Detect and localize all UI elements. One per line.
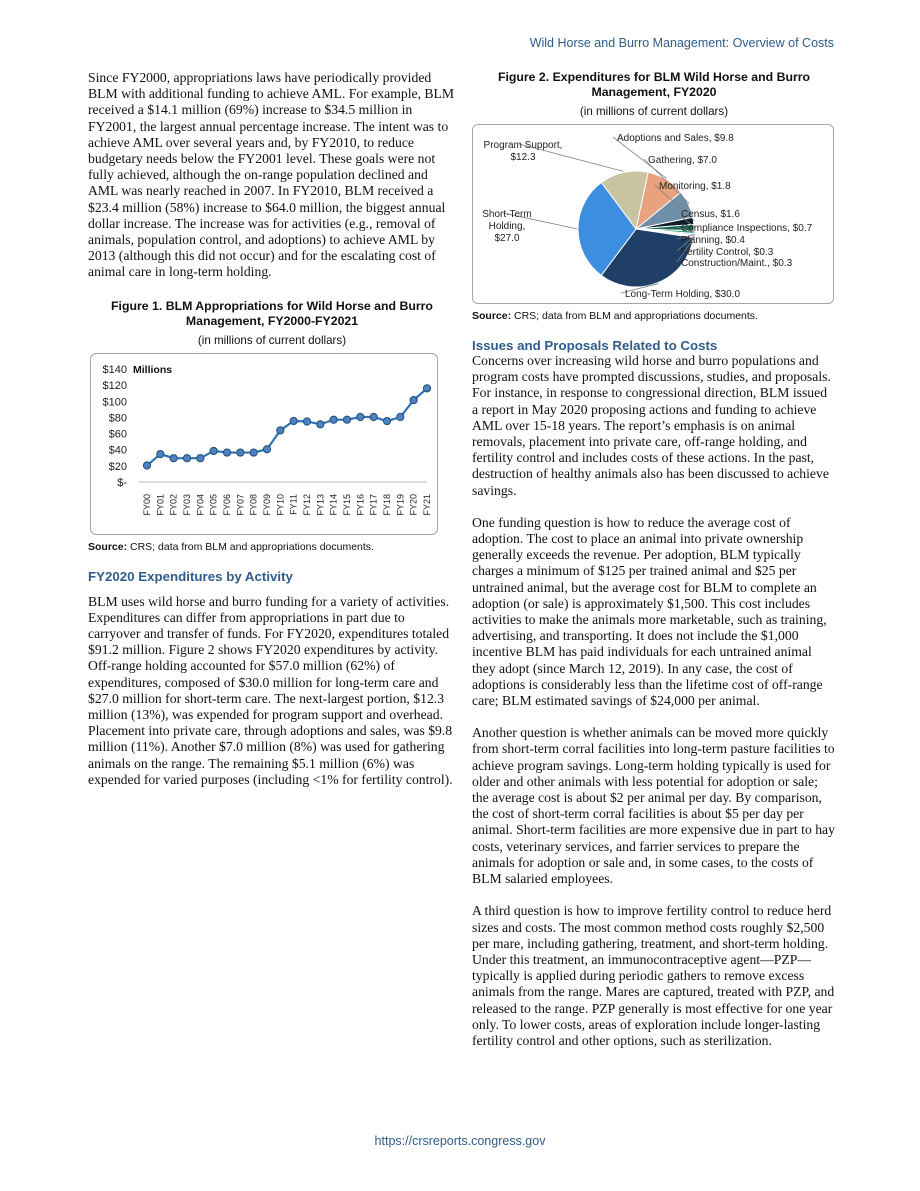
x-tick-label: FY14 <box>328 493 339 516</box>
pie-label: Compliance Inspections, $0.7 <box>681 223 813 234</box>
x-tick-label: FY16 <box>355 493 366 516</box>
data-point-fy15 <box>343 416 350 423</box>
left-column <box>88 70 456 788</box>
data-point-fy04 <box>197 454 204 461</box>
pie-label: Short-Term Holding, $27.0 <box>482 209 532 244</box>
y-tick-label: $20 <box>108 460 127 473</box>
x-tick-label: FY11 <box>288 493 299 515</box>
figure2-chart <box>472 124 834 304</box>
y-tick-label: $100 <box>102 395 127 408</box>
data-point-fy08 <box>250 449 257 456</box>
x-tick-label: FY17 <box>368 493 379 516</box>
x-tick-label: FY18 <box>382 493 392 516</box>
pie-label: Adoptions and Sales, $9.8 <box>617 133 734 144</box>
pie-label: Long-Term Holding, $30.0 <box>625 289 741 300</box>
series-line-appropriations <box>147 388 427 465</box>
section-heading-expenditures: FY2020 Expenditures by Activity <box>88 568 293 584</box>
data-point-fy18 <box>383 417 390 424</box>
data-point-fy16 <box>357 413 364 420</box>
data-point-fy17 <box>370 413 377 420</box>
figure1-source-label: Source: <box>88 540 128 553</box>
figure2-source-text: CRS; data from BLM and appropriations documents. <box>511 310 758 322</box>
pie-label: Fertility Control, $0.3 <box>681 247 774 258</box>
figure1-title: Figure 1. BLM Appropriations for Wild Horse and Burro Management, FY2000-FY2021 <box>111 298 433 328</box>
pie-chart-svg <box>473 125 833 303</box>
data-point-fy02 <box>170 454 177 461</box>
right-column <box>472 70 836 1049</box>
pie-label: Planning, $0.4 <box>681 235 745 246</box>
intro-paragraph: Since FY2000, appropriations laws have periodically provided BLM with additional funding to achieve AML. For example, BLM received a $14.1 million (69%) increase to $34.5 million in FY2001, the largest annual percentage increase. The intent was to achieve AML over several years and, by FY2010, to reduce budgetary needs below the FY2001 level. These goals were not fully achieved, although the on-range population declined and AML was nearly reached in 2007. In FY2010, BLM received a $23.4 million (58%) increase to $64.0 million, the biggest annual dollar increase. The increase was for activities (e.g., removal of animals, population control, and adoptions) to achieve AML by 2013 (although this did not occur) and for the escalating cost of animal care in long-term holding. <box>88 70 455 280</box>
x-tick-label: FY19 <box>395 493 406 516</box>
data-point-fy03 <box>183 454 190 461</box>
data-point-fy07 <box>237 449 244 456</box>
y-tick-label: $140 <box>102 363 127 376</box>
y-tick-label: $80 <box>108 412 127 425</box>
x-tick-label: FY00 <box>142 493 152 516</box>
x-tick-label: FY21 <box>422 493 432 516</box>
data-point-fy09 <box>263 445 270 452</box>
issues-paragraph-2: One funding question is how to reduce the average cost of adoption. The cost to place an animal into private ownership generally exceeds the revenue. Per adoption, BLM typically charges a minimum of $125 per trained animal and $25 per untrained animal, but the average cost for BLM to complete an adoption (or sale) is approximately $1,500. This cost includes activities to make the animals more marketable, such as training, advertising, and transporting. It does not include the $1,000 incentive BLM has paid individuals for each untrained animal they adopt (since March 12, 2019). In any case, the cost of adoptions is considerably less than the lifetime cost of off-range care; BLM estimated savings of $24,000 per animal. <box>472 514 827 709</box>
x-tick-label: FY15 <box>342 493 352 516</box>
issues-paragraph-1: Concerns over increasing wild horse and burro populations and program costs have prompted discussions, studies, and proposals. For instance, in response to congressional direction, BLM issued a report in May 2020 proposing actions and funding to achieve AML over 15-18 years. The report’s emphasis is on animal removals, placement into private care, off-range holding, and fertility control and includes costs of these actions. In the past, destruction of healthy animals also has been discussed to achieve savings. <box>472 353 831 498</box>
line-chart-svg <box>91 354 437 534</box>
figure2-title: Figure 2. Expenditures for BLM Wild Horse and Burro Management, FY2020 <box>497 70 811 99</box>
x-tick-label: FY12 <box>302 493 312 516</box>
x-tick-label: FY05 <box>208 493 219 516</box>
running-header: Wild Horse and Burro Management: Overview of Costs <box>529 36 834 50</box>
pie-label: Census, $1.6 <box>681 209 740 220</box>
data-point-fy12 <box>303 418 310 425</box>
y-tick-label: $40 <box>108 444 127 457</box>
pie-label: Construction/Maint., $0.3 <box>681 258 793 269</box>
y-tick-label: $60 <box>108 428 127 441</box>
x-tick-label: FY08 <box>248 493 259 516</box>
footer-url: https://crsreports.congress.gov <box>374 1134 546 1148</box>
data-point-fy10 <box>277 426 284 433</box>
x-tick-label: FY01 <box>155 493 166 516</box>
data-point-fy05 <box>210 447 217 454</box>
issues-paragraph-3: Another question is whether animals can be moved more quickly from short-term corral facilities into long-term pasture facilities to achieve program savings. Long-term holding typically is used for older and other animals with less potential for adoption or sale; the average cost is about $2 per animal per day. By comparison, the cost of short-term corral facilities is about $5 per day per animal. Short-term facilities are more expensive due in part to hay costs, veterinary services, and farrier services to prepare the animals for adoption or sale and, in some cases, to the costs of BLM salaried employees. <box>472 725 835 887</box>
data-point-fy20 <box>410 396 417 403</box>
data-point-fy00 <box>143 462 150 469</box>
figure1-chart <box>90 353 438 535</box>
section-heading-issues: Issues and Proposals Related to Costs <box>472 338 718 353</box>
x-tick-label: FY03 <box>182 493 192 516</box>
x-tick-label: FY04 <box>195 493 206 516</box>
figure2-source <box>472 310 836 322</box>
data-point-fy19 <box>397 413 404 420</box>
x-tick-label: FY06 <box>222 493 232 516</box>
pie-label: Gathering, $7.0 <box>648 155 717 166</box>
figure2-subtitle: (in millions of current dollars) <box>579 105 729 118</box>
y-axis-unit-label: Millions <box>133 363 173 376</box>
figure1-source <box>88 541 456 553</box>
data-point-fy06 <box>223 449 230 456</box>
data-point-fy21 <box>423 384 430 391</box>
pie-label: Program Support, $12.3 <box>483 140 563 163</box>
x-tick-label: FY10 <box>275 493 286 516</box>
x-tick-label: FY02 <box>168 493 179 516</box>
x-tick-label: FY07 <box>235 493 246 516</box>
data-point-fy14 <box>330 416 337 423</box>
data-point-fy13 <box>317 420 324 427</box>
issues-paragraph-4: A third question is how to improve fertility control to reduce herd sizes and costs. The most common method costs roughly $2,500 per mare, including gathering, treatment, and short-term holding. Under this treatment, an immunocontraceptive agent—PZP—typically is applied during periodic gathers to remove excess animals from the range. Mares are captured, treated with PZP, and released to the range. PZP generally is most effective for one year only. To lower costs, areas of exploration include longer-lasting fertility control and other options, such as sterilization. <box>472 903 835 1048</box>
x-tick-label: FY20 <box>408 493 419 516</box>
figure1-subtitle: (in millions of current dollars) <box>197 333 347 347</box>
data-point-fy01 <box>157 450 164 457</box>
expenditures-paragraph: BLM uses wild horse and burro funding for a variety of activities. Expenditures can differ from appropriations in part due to carryover and transfer of funds. For FY2020, expenditures totaled $91.2 million. Figure 2 shows FY2020 expenditures by activity. Off-range holding accounted for $57.0 million (62%) of expenditures, composed of $30.0 million for long-term care and $27.0 million for short-term care. The next-largest portion, $12.3 million (13%), was expended for program support and overhead. Placement into private care, through adoptions and sales, was $9.8 million (11%). Another $7.0 million (8%) was used for gathering animals on the range. The remaining $5.1 million (6%) was expended for varied purposes (including <1% for fertility control). <box>88 593 453 787</box>
x-tick-label: FY13 <box>315 493 326 516</box>
y-tick-label: $120 <box>102 379 127 392</box>
figure2-source-label: Source: <box>472 310 512 322</box>
x-tick-label: FY09 <box>262 493 272 516</box>
figure1-source-text: CRS; data from BLM and appropriations documents. <box>127 540 374 553</box>
pie-label: Monitoring, $1.8 <box>659 181 731 192</box>
data-point-fy11 <box>290 417 297 424</box>
y-tick-label: $- <box>117 476 127 489</box>
